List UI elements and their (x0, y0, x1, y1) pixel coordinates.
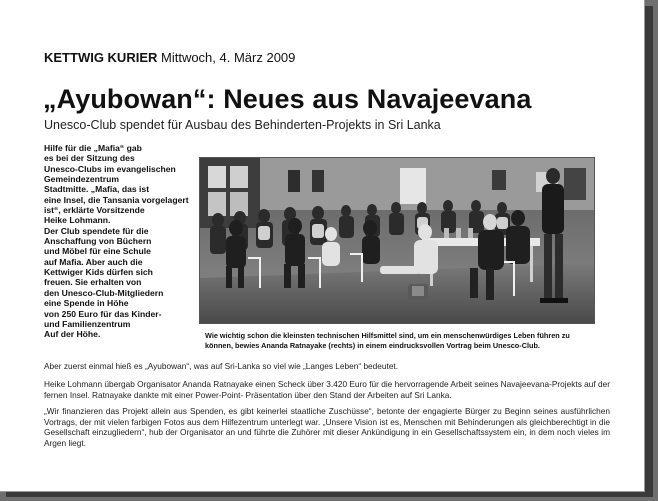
lede-line: von 250 Euro für das Kinder- (44, 308, 162, 319)
masthead (44, 50, 295, 65)
article-paragraph: Aber zuerst einmal hieß es „Ayubowan“, was auf Sri-Lanka so viel wie „Langes Leben“ bedeutet. (44, 361, 399, 371)
lede-line: auf Mafia. Aber auch die (44, 256, 143, 267)
lede-line: Unesco-Clubs im evangelischen (44, 163, 176, 174)
article-paragraph: „Wir finanzieren das Projekt allein aus Spenden, es gibt keinerlei staatliche Zuschüsse“, betonte der engagierte Bürger zu Beginn seines ausführlichen Vortrags, der mit vielen farbigen Fotos aus dem Hilfezentrum unterlegt war. „Unsere Vision ist es, Menschen mit Behinderungen als gleichberechtigt in die Gesellschaft einzugliedern“, hub der Organisator an und führte die Zuhörer mit dieser Ankündigung in ein Gesellschaftssystem ein, in dem noch vieles im Argen liegt. (44, 406, 610, 448)
lede-line: Gemeindezentrum (44, 174, 119, 185)
article-subheadline: Unesco-Club spendet für Ausbau des Behinderten-Projekts in Sri Lanka (44, 118, 441, 132)
lede-line: und Familienzentrum (44, 318, 131, 329)
lede-line: Auf der Höhe. (44, 329, 101, 340)
lede-line: Anschaffung von Büchern (44, 236, 152, 247)
lede-line: Stadtmitte. „Mafia, das ist (44, 184, 150, 195)
article-paragraph: Heike Lohmann übergab Organisator Ananda Ratnayake einen Scheck über 3.420 Euro für die hervorragende Arbeit seines Navajeevana-Projekts auf der fernen Insel. Ratnayake dankte mit einer Power-Point- Präsentation über den Stand der Arbeiten auf Sri Lanka. (44, 379, 610, 400)
masthead-date: Mittwoch, 4. März 2009 (157, 50, 296, 65)
article-lede (44, 143, 199, 340)
lede-line: Heike Lohmann. (44, 215, 111, 226)
article-headline: „Ayubowan“: Neues aus Navajeevana (43, 84, 532, 114)
lede-line: den Unesco-Club-Mitgliedern (44, 287, 164, 298)
article-photo (199, 157, 595, 324)
lede-line: eine Insel, die Tansania vorgelagert (44, 194, 189, 205)
lede-line: eine Spende in Höhe (44, 298, 129, 309)
lede-line: Kettwiger Kids dürfen sich (44, 267, 153, 278)
masthead-name: KETTWIG KURIER (44, 50, 158, 65)
lede-line: Hilfe für die „Mafia“ gab (44, 143, 142, 153)
page-shadow-right (644, 6, 653, 496)
lede-line: ist“, erklärte Vorsitzende (44, 205, 145, 216)
audience-photo-illustration (200, 158, 594, 323)
lede-line: freuen. Sie erhalten von (44, 277, 142, 288)
lede-line: Der Club spendete für die (44, 225, 149, 236)
lede-line: es bei der Sitzung des (44, 153, 135, 164)
lede-line: und Möbel für eine Schule (44, 246, 151, 257)
photo-caption: Wie wichtig schon die kleinsten technischen Hilfsmittel sind, um ein menschenwürdiges Leben führen zu können, bewies Ananda Ratnayake (rechts) in einem eindrucksvollen Vortrag beim Unesco-Club. (205, 331, 570, 350)
